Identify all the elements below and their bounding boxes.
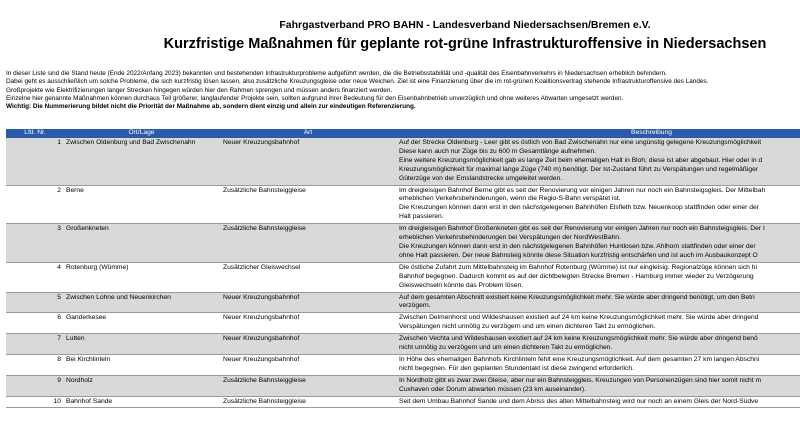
measures-table	[6, 129, 800, 408]
description-line: erheblichen Verkehrsbehinderungen bei Verspätungen der NordWestBahn.	[399, 234, 621, 242]
row-type: Neuer Kreuzungsbahnhof	[219, 292, 397, 313]
row-location: Zwischen Oldenburg und Bad Zwischenahn	[64, 138, 219, 185]
row-description	[397, 313, 800, 334]
row-number: 7	[6, 334, 64, 355]
intro-line: In dieser Liste sind die Stand heute (Ende 2022/Anfang 2023) bekannten und bestehenden Infrastrukturprobleme aufgeführt werden, die die Betriebsstabilität und -qualität des Eisenbahnverkehrs in Niedersachsen erheblich behindern.	[6, 70, 667, 77]
row-location: Großenkneten	[64, 224, 219, 263]
description-line: Im dreigleisigen Bahnhof Berne gibt es seit der Renovierung vor einigen Jahren nur noch ein Bahnsteigsgleis. Der Mittelbah	[399, 186, 766, 194]
column-header-beschreibung[interactable]: Beschreibung	[397, 129, 800, 138]
table-row[interactable]	[6, 354, 800, 375]
row-type: Zusätzliche Bahnsteiggleise	[219, 396, 397, 408]
description-line: Seit dem Umbau Bahnhof Sande und dem Abriss des alten Mittelbahnsteig wird nur noch an einem Gleis der Nord-Südve	[399, 397, 759, 405]
description-line: Cuxhaven oder Dorum abwarten müssen (23 km auseinander).	[399, 385, 586, 393]
row-description	[397, 138, 800, 185]
row-location: Bahnhof Sande	[64, 396, 219, 408]
table-row[interactable]	[6, 375, 800, 396]
row-location: Zwischen Lohne und Neuenkirchen	[64, 292, 219, 313]
row-number: 6	[6, 313, 64, 334]
row-description	[397, 292, 800, 313]
description-line: Bahnhof begegnen. Dadurch kommt es auf der dichtbelegten Strecke Bremen - Hamburg immer wieder zu Verzögerung	[399, 272, 754, 280]
intro-line: Großprojekte wie Elektrifizierungen langer Strecken hingegen würden hier den Rahmen sprengen und müssen anders finanziert werden.	[6, 86, 393, 94]
row-location: Ganderkesee	[64, 313, 219, 334]
description-line: Die Kreuzungen können dann erst in den nächstgelegenen Bahnhöfen Huntlosen bzw. Ahlhorn stattfinden oder einer der	[399, 242, 756, 250]
description-line: In Nordholz gibt es zwar zwei Gleise, aber nur ein Bahnsteiggleis. Kreuzungen von Personenzügen sind hier somit nicht m	[399, 376, 762, 384]
row-description	[397, 354, 800, 375]
description-line: Zwischen Vechta und Wildeshausen existiert auf 24 km keine Kreuzungsmöglichkeit mehr. Sie würde aber dringend benö	[399, 335, 758, 343]
table-body	[6, 138, 800, 408]
column-header-nr[interactable]: Lfd. Nr.	[6, 129, 64, 138]
table-row[interactable]	[6, 185, 800, 224]
column-header-art[interactable]: Art	[219, 129, 397, 138]
description-line: Auf dem gesamten Abschnitt existiert keine Kreuzungsmöglichkeit mehr. Sie würde aber dringend benötigt, um den Betri	[399, 293, 755, 301]
row-number: 1	[6, 138, 64, 185]
description-line: erheblichen Verkehrsbehinderungen, wenn die Regio-S-Bahn verspätet ist.	[399, 195, 621, 203]
org-name: Fahrgastverband PRO BAHN - Landesverband Niedersachsen/Bremen e.V.	[279, 19, 651, 31]
row-location: Lutten	[64, 334, 219, 355]
table-row[interactable]	[6, 224, 800, 263]
description-line: Verspätungen nicht unnötig zu verzögern und um einen dichteren Takt zu ermöglichen.	[399, 323, 656, 331]
description-line: Die Kreuzungen können dann erst in den nächstgelegenen Bahnhöfen Elsfleth bzw. Neuenkoop stattfinden oder einer der	[399, 204, 759, 212]
row-number: 3	[6, 224, 64, 263]
description-line: verzögern.	[399, 302, 431, 310]
description-line: Auf der Strecke Oldenburg - Leer gibt es östlich von Bad Zwischenahn nur eine ungünstig gelegene Kreuzungsmöglichkeit	[399, 139, 762, 146]
row-description	[397, 375, 800, 396]
description-line: Zwischen Delmenhorst und Wildeshausen existiert auf 24 km keine Kreuzungsmöglichkeit mehr. Sie würde aber dringend	[399, 314, 759, 322]
page-title: Kurzfristige Maßnahmen für geplante rot-grüne Infrastrukturoffensive in Niedersachsen	[163, 36, 767, 52]
description-line: Kreuzungsmöglichkeit für maximal lange Züge (740 m) benötigt. Der Ist-Zustand führt zu Verspätungen und regelmäßiger	[399, 165, 759, 173]
table-row[interactable]	[6, 334, 800, 355]
table-row[interactable]	[6, 138, 800, 185]
description-line: nicht unnötig zu verzögern und um einen dichteren Takt zu ermöglichen.	[399, 344, 613, 352]
table-row[interactable]	[6, 262, 800, 292]
column-header-ort[interactable]: Ort/Lage	[64, 129, 219, 138]
row-type: Zusätzlicher Gleiswechsel	[219, 262, 397, 292]
description-line: Im dreigleisigen Bahnhof Großenkneten gibt es seit der Renovierung vor einigen Jahren nur noch ein Bahnsteigsgleis. Der I	[399, 225, 765, 233]
row-location: Berne	[64, 185, 219, 224]
row-type: Neuer Kreuzungsbahnhof	[219, 334, 397, 355]
intro-line: Einzelne hier genannte Maßnahmen können durchaus Teil größerer, langlaufender Projekte sein, sollten aufgrund ihrer Bedeutung für den Eisenbahnbetrieb unverzüglich und ohne weiteres Abwarten umgesetzt werden.	[6, 94, 624, 102]
table-row[interactable]	[6, 396, 800, 408]
table-row[interactable]	[6, 313, 800, 334]
intro-note: Wichtig: Die Nummerierung bildet nicht die Priorität der Maßnahme ab, sondern dient einzig und allein zur eindeutigen Referenzierung.	[6, 103, 416, 111]
intro-line: Dabei geht es ausschließlich um solche Probleme, die sich kurzfristig lösen lassen, also zusätzliche Kreuzungsgleise oder neue Weichen. Ziel ist eine Finanzierung über die im rot-grünen Koalitionsvertrag stehende Infrastrukturoffensive des Landes.	[6, 78, 709, 86]
description-line: nicht begegnen. Für den geplanten Stundentakt ist diese zwingend erforderlich.	[399, 364, 634, 372]
description-line: Diese kann auch nur Züge bis zu 600 m Gesamtlänge aufnehmen.	[399, 147, 597, 155]
description-line: ohne Halt passieren. Der neue Bahnsteig könnte diese Situation kurzfristig entschärfen und ist auch im Ausbaukonzept O	[399, 251, 758, 259]
row-number: 5	[6, 292, 64, 313]
row-description	[397, 396, 800, 408]
intro-text	[6, 70, 800, 111]
description-line: Eine weitere Kreuzungsmöglichkeit gab es lange Zeit beim ehemaligen Halt in Bloh; diese ist aber abgebaut. Hier oder in d	[399, 156, 763, 164]
row-type: Zusätzliche Bahnsteiggleise	[219, 375, 397, 396]
row-type: Zusätzliche Bahnsteiggleise	[219, 224, 397, 263]
row-type: Neuer Kreuzungsbahnhof	[219, 313, 397, 334]
description-line: Halt passieren.	[399, 213, 444, 221]
row-location: Nordholz	[64, 375, 219, 396]
row-location: Rotenburg (Wümme)	[64, 262, 219, 292]
description-line: Gleiswechseln könnte das Problem lösen.	[399, 281, 524, 289]
table-header-row	[6, 129, 800, 138]
row-number: 10	[6, 396, 64, 408]
row-description	[397, 224, 800, 263]
description-line: Güterzüge von der Emslandstrecke umgeleitet werden.	[399, 174, 563, 182]
row-description	[397, 262, 800, 292]
row-description	[397, 185, 800, 224]
row-number: 8	[6, 354, 64, 375]
table-row[interactable]	[6, 292, 800, 313]
row-type: Zusätzliche Bahnsteiggleise	[219, 185, 397, 224]
row-number: 9	[6, 375, 64, 396]
row-type: Neuer Kreuzungsbahnhof	[219, 354, 397, 375]
row-description	[397, 334, 800, 355]
description-line: In Höhe des ehemaligen Bahnhofs Kirchlinteln fehlt eine Kreuzungsmöglichkeit. Auf dem gesamten 27 km langen Abschni	[399, 355, 760, 363]
row-number: 4	[6, 262, 64, 292]
row-number: 2	[6, 185, 64, 224]
row-type: Neuer Kreuzungsbahnhof	[219, 138, 397, 185]
row-location: Bei Kirchlinteln	[64, 354, 219, 375]
description-line: Die östliche Zufahrt zum Mittelbahnsteig im Bahnhof Rotenburg (Wümme) ist nur eingleisig. Regionalzüge können sich hi	[399, 263, 757, 271]
